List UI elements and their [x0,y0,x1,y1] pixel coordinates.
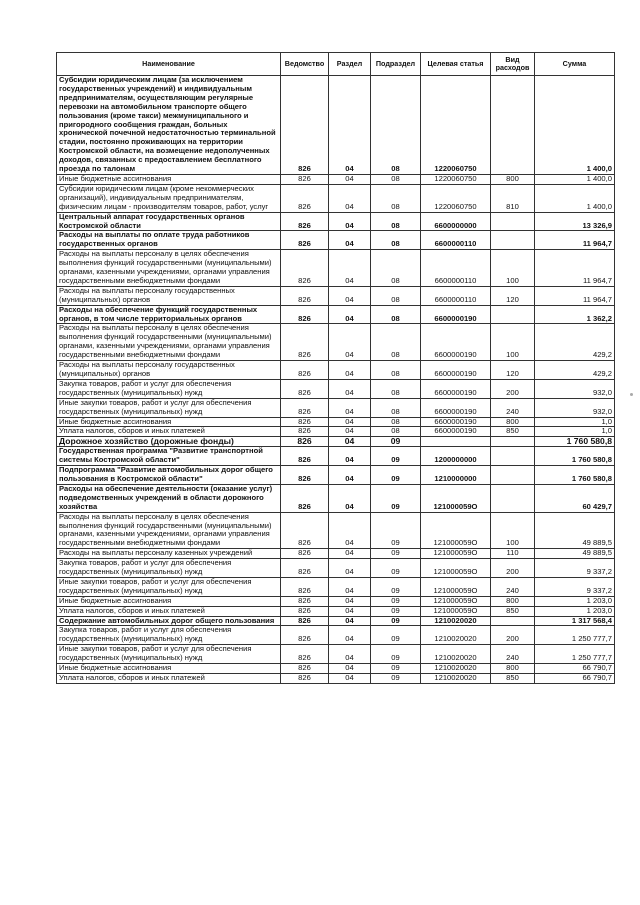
cell-exptype: 800 [491,596,535,606]
cell-subsection: 08 [371,398,421,417]
cell-section: 04 [329,484,371,512]
cell-exptype: 100 [491,512,535,549]
cell-section: 04 [329,286,371,305]
table-row [57,305,615,324]
cell-dept: 826 [281,674,329,684]
cell-section: 04 [329,427,371,437]
cell-exptype: 110 [491,549,535,559]
cell-exptype [491,447,535,466]
cell-subsection: 09 [371,549,421,559]
cell-subsection: 08 [371,305,421,324]
cell-exptype: 120 [491,361,535,380]
table-row [57,398,615,417]
cell-name: Иные закупки товаров, работ и услуг для обеспечения государственных (муниципальных) нужд [57,398,281,417]
cell-target: 1210020020 [421,664,491,674]
cell-target: 1220060750 [421,76,491,175]
cell-exptype: 200 [491,559,535,578]
cell-name: Расходы на выплаты персоналу в целях обеспечения выполнения функций государственными (муниципальными) органами, казенными учреждениями, органами управления государственными внебюджетными фондами [57,512,281,549]
cell-subsection: 08 [371,286,421,305]
cell-section: 04 [329,616,371,626]
cell-subsection: 08 [371,76,421,175]
cell-exptype: 240 [491,398,535,417]
cell-sum: 429,2 [535,324,615,361]
cell-section: 04 [329,379,371,398]
cell-sum: 1 203,0 [535,606,615,616]
cell-section: 04 [329,212,371,231]
cell-exptype: 850 [491,674,535,684]
cell-name: Субсидии юридическим лицам (за исключением государственных учреждений) и индивидуальным предпринимателям, осуществляющим регулярные перевозки на автомобильном транспорте общего пользования (кроме такси) межмуниципального и пригородного сообщения граждан, больных хронической почечной недостаточностью терминальной стадии, постоянно проживающих на территории Костромской области, на возмещение недополученных доходов, связанных с предоставлением бесплатного проезда по талонам [57,76,281,175]
cell-section: 04 [329,606,371,616]
margin-dot [630,393,633,396]
cell-exptype: 800 [491,417,535,427]
cell-subsection: 09 [371,437,421,447]
cell-section: 04 [329,417,371,427]
cell-subsection: 09 [371,606,421,616]
cell-name: Подпрограмма "Развитие автомобильных дорог общего пользования в Костромской области" [57,466,281,485]
cell-section: 04 [329,437,371,447]
cell-name: Расходы на выплаты персоналу казенных учреждений [57,549,281,559]
cell-target: 1210020020 [421,626,491,645]
budget-table [56,52,615,684]
cell-sum: 1,0 [535,417,615,427]
cell-name: Иные бюджетные ассигнования [57,596,281,606]
table-row [57,626,615,645]
cell-dept: 826 [281,76,329,175]
cell-section: 04 [329,512,371,549]
col-header-exptype: Вид расходов [491,53,535,76]
cell-exptype [491,231,535,250]
table-row [57,437,615,447]
cell-exptype: 850 [491,427,535,437]
cell-sum: 1 317 568,4 [535,616,615,626]
cell-exptype [491,484,535,512]
cell-exptype [491,616,535,626]
cell-sum: 1 400,0 [535,184,615,212]
cell-target: 6600000190 [421,305,491,324]
cell-name: Субсидии юридическим лицам (кроме некоммерческих организаций), индивидуальным предпринимателям, физическим лицам - производителям товаров, работ, услуг [57,184,281,212]
col-header-sum: Сумма [535,53,615,76]
cell-dept: 826 [281,645,329,664]
cell-exptype [491,212,535,231]
cell-sum: 11 964,7 [535,250,615,287]
cell-name: Дорожное хозяйство (дорожные фонды) [57,437,281,447]
cell-subsection: 09 [371,616,421,626]
table-row [57,645,615,664]
cell-target: 1210020020 [421,645,491,664]
cell-section: 04 [329,577,371,596]
cell-name: Расходы на обеспечение деятельности (оказание услуг) подведомственных учреждений в области дорожного хозяйства [57,484,281,512]
table-row [57,674,615,684]
cell-dept: 826 [281,616,329,626]
cell-subsection: 08 [371,379,421,398]
cell-dept: 826 [281,596,329,606]
cell-dept: 826 [281,361,329,380]
cell-sum: 1 760 580,8 [535,437,615,447]
cell-sum: 66 790,7 [535,664,615,674]
table-row [57,250,615,287]
cell-exptype: 800 [491,174,535,184]
table-row [57,174,615,184]
table-row [57,76,615,175]
cell-subsection: 09 [371,512,421,549]
cell-sum: 1 760 580,8 [535,466,615,485]
cell-section: 04 [329,76,371,175]
cell-dept: 826 [281,305,329,324]
cell-section: 04 [329,324,371,361]
table-row [57,596,615,606]
cell-subsection: 08 [371,174,421,184]
cell-target: 121000059О [421,577,491,596]
cell-section: 04 [329,184,371,212]
cell-dept: 826 [281,379,329,398]
cell-name: Уплата налогов, сборов и иных платежей [57,427,281,437]
cell-name: Иные бюджетные ассигнования [57,417,281,427]
table-row [57,231,615,250]
table-row [57,417,615,427]
cell-sum: 49 889,5 [535,512,615,549]
cell-section: 04 [329,250,371,287]
cell-section: 04 [329,559,371,578]
cell-section: 04 [329,361,371,380]
cell-target: 6600000000 [421,212,491,231]
cell-dept: 826 [281,549,329,559]
cell-name: Иные закупки товаров, работ и услуг для обеспечения государственных (муниципальных) нужд [57,577,281,596]
cell-name: Расходы на выплаты персоналу государственных (муниципальных) органов [57,361,281,380]
cell-target: 121000059О [421,549,491,559]
cell-target: 1200000000 [421,447,491,466]
cell-subsection: 09 [371,559,421,578]
cell-target: 1220060750 [421,174,491,184]
cell-exptype: 850 [491,606,535,616]
table-row [57,484,615,512]
cell-exptype: 200 [491,379,535,398]
cell-dept: 826 [281,559,329,578]
cell-sum: 1,0 [535,427,615,437]
cell-target: 6600000110 [421,286,491,305]
cell-sum: 1 250 777,7 [535,645,615,664]
cell-sum: 932,0 [535,398,615,417]
cell-name: Закупка товаров, работ и услуг для обеспечения государственных (муниципальных) нужд [57,559,281,578]
cell-section: 04 [329,466,371,485]
cell-sum: 1 760 580,8 [535,447,615,466]
cell-section: 04 [329,398,371,417]
cell-target: 6600000190 [421,361,491,380]
cell-sum: 1 362,2 [535,305,615,324]
cell-target: 6600000190 [421,427,491,437]
cell-name: Иные бюджетные ассигнования [57,664,281,674]
cell-exptype: 240 [491,645,535,664]
cell-sum: 1 250 777,7 [535,626,615,645]
cell-exptype [491,76,535,175]
cell-section: 04 [329,305,371,324]
cell-subsection: 08 [371,361,421,380]
cell-dept: 826 [281,466,329,485]
cell-dept: 826 [281,577,329,596]
cell-target: 121000059О [421,559,491,578]
cell-sum: 60 429,7 [535,484,615,512]
cell-target: 6600000190 [421,398,491,417]
table-row [57,361,615,380]
cell-section: 04 [329,664,371,674]
cell-dept: 826 [281,664,329,674]
cell-section: 04 [329,674,371,684]
cell-sum: 932,0 [535,379,615,398]
cell-name: Иные бюджетные ассигнования [57,174,281,184]
cell-subsection: 09 [371,645,421,664]
cell-dept: 826 [281,212,329,231]
cell-target: 6600000110 [421,231,491,250]
cell-subsection: 09 [371,466,421,485]
cell-target: 121000059О [421,484,491,512]
cell-sum: 9 337,2 [535,559,615,578]
cell-subsection: 09 [371,674,421,684]
cell-subsection: 08 [371,250,421,287]
cell-target: 121000059О [421,512,491,549]
cell-target: 1220060750 [421,184,491,212]
cell-target: 6600000110 [421,250,491,287]
cell-sum: 429,2 [535,361,615,380]
cell-subsection: 09 [371,596,421,606]
cell-subsection: 09 [371,664,421,674]
cell-exptype: 120 [491,286,535,305]
cell-dept: 826 [281,324,329,361]
col-header-section: Раздел [329,53,371,76]
cell-subsection: 09 [371,484,421,512]
cell-section: 04 [329,626,371,645]
cell-dept: 826 [281,250,329,287]
table-row [57,577,615,596]
cell-exptype: 100 [491,324,535,361]
cell-dept: 826 [281,184,329,212]
cell-dept: 826 [281,626,329,645]
cell-target: 1210020020 [421,616,491,626]
cell-dept: 826 [281,286,329,305]
cell-dept: 826 [281,437,329,447]
cell-exptype: 800 [491,664,535,674]
cell-sum: 49 889,5 [535,549,615,559]
cell-exptype [491,466,535,485]
cell-section: 04 [329,174,371,184]
cell-name: Расходы на выплаты по оплате труда работников государственных органов [57,231,281,250]
table-row [57,549,615,559]
cell-sum: 9 337,2 [535,577,615,596]
cell-subsection: 08 [371,417,421,427]
table-row [57,212,615,231]
cell-subsection: 08 [371,212,421,231]
cell-target: 121000059О [421,596,491,606]
cell-section: 04 [329,447,371,466]
cell-sum: 11 964,7 [535,231,615,250]
table-row [57,447,615,466]
cell-target: 121000059О [421,606,491,616]
cell-exptype: 100 [491,250,535,287]
cell-subsection: 08 [371,427,421,437]
table-row [57,512,615,549]
cell-exptype [491,437,535,447]
cell-name: Расходы на выплаты персоналу государственных (муниципальных) органов [57,286,281,305]
cell-name: Государственная программа "Развитие транспортной системы Костромской области" [57,447,281,466]
cell-exptype: 240 [491,577,535,596]
cell-exptype: 810 [491,184,535,212]
cell-name: Расходы на выплаты персоналу в целях обеспечения выполнения функций государственными (муниципальными) органами, казенными учреждениями, органами управления государственными внебюджетными фондами [57,324,281,361]
cell-dept: 826 [281,447,329,466]
cell-subsection: 09 [371,577,421,596]
cell-sum: 13 326,9 [535,212,615,231]
cell-dept: 826 [281,484,329,512]
table-row [57,664,615,674]
cell-target: 6600000190 [421,324,491,361]
cell-dept: 826 [281,231,329,250]
cell-dept: 826 [281,417,329,427]
cell-sum: 1 400,0 [535,174,615,184]
col-header-dept: Ведомство [281,53,329,76]
cell-section: 04 [329,231,371,250]
table-row [57,427,615,437]
cell-dept: 826 [281,174,329,184]
col-header-subsection: Подраздел [371,53,421,76]
table-row [57,606,615,616]
cell-exptype [491,305,535,324]
table-row [57,379,615,398]
table-row [57,616,615,626]
cell-name: Закупка товаров, работ и услуг для обеспечения государственных (муниципальных) нужд [57,379,281,398]
cell-sum: 1 400,0 [535,76,615,175]
cell-dept: 826 [281,512,329,549]
cell-target: 6600000190 [421,417,491,427]
cell-target: 6600000190 [421,379,491,398]
cell-subsection: 09 [371,626,421,645]
cell-subsection: 08 [371,184,421,212]
col-header-target: Целевая статья [421,53,491,76]
cell-target: 1210000000 [421,466,491,485]
table-row [57,559,615,578]
cell-target [421,437,491,447]
cell-section: 04 [329,596,371,606]
table-row [57,324,615,361]
cell-name: Уплата налогов, сборов и иных платежей [57,606,281,616]
cell-dept: 826 [281,427,329,437]
table-row [57,184,615,212]
table-header-row [57,53,615,76]
cell-name: Иные закупки товаров, работ и услуг для обеспечения государственных (муниципальных) нужд [57,645,281,664]
cell-dept: 826 [281,398,329,417]
cell-name: Уплата налогов, сборов и иных платежей [57,674,281,684]
cell-name: Содержание автомобильных дорог общего пользования [57,616,281,626]
cell-section: 04 [329,549,371,559]
cell-name: Расходы на выплаты персоналу в целях обеспечения выполнения функций государственными (муниципальными) органами, казенными учреждениями, органами управления государственными внебюджетными фондами [57,250,281,287]
cell-sum: 66 790,7 [535,674,615,684]
cell-name: Закупка товаров, работ и услуг для обеспечения государственных (муниципальных) нужд [57,626,281,645]
cell-subsection: 08 [371,324,421,361]
table-row [57,466,615,485]
cell-sum: 11 964,7 [535,286,615,305]
col-header-name: Наименование [57,53,281,76]
cell-subsection: 09 [371,447,421,466]
cell-subsection: 08 [371,231,421,250]
cell-target: 1210020020 [421,674,491,684]
cell-section: 04 [329,645,371,664]
cell-name: Расходы на обеспечение функций государственных органов, в том числе территориальных органов [57,305,281,324]
cell-name: Центральный аппарат государственных органов Костромской области [57,212,281,231]
table-row [57,286,615,305]
cell-dept: 826 [281,606,329,616]
cell-sum: 1 203,0 [535,596,615,606]
cell-exptype: 200 [491,626,535,645]
